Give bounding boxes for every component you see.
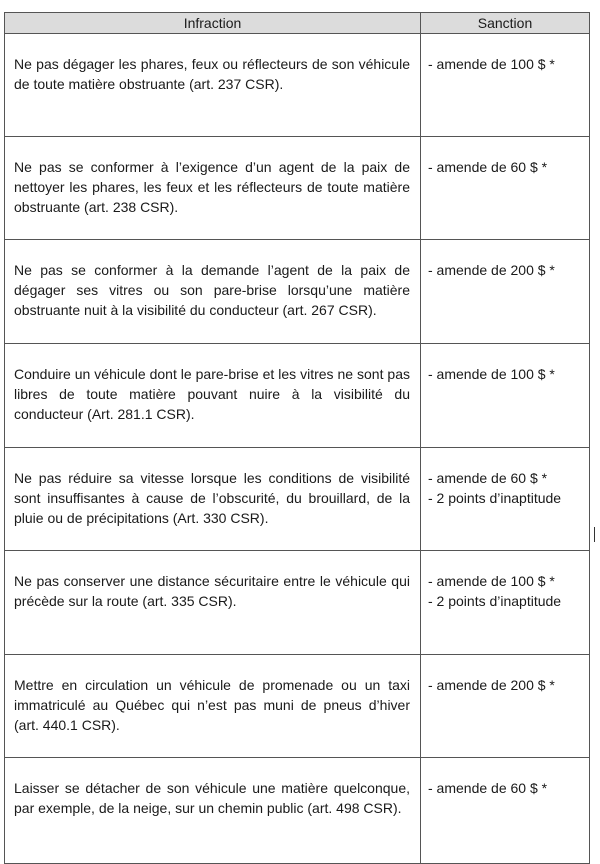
table-row [5, 34, 590, 137]
sanction-line: - amende de 100 $ * [428, 56, 555, 72]
infractions-document [4, 12, 589, 864]
sanction-cell [421, 551, 590, 655]
column-header-sanction: Sanction [421, 13, 590, 34]
sanction-cell [421, 758, 590, 864]
sanction-cell [421, 240, 590, 344]
table-row [5, 551, 590, 655]
infraction-cell [5, 448, 421, 551]
infraction-text: Laisser se détacher de son véhicule une matière quelconque, par exemple, de la neige, sur un chemin public (art. 498 CSR). [14, 780, 410, 816]
infraction-text: Ne pas conserver une distance sécuritaire entre le véhicule qui précède sur la route (art. 335 CSR). [14, 573, 410, 609]
column-header-infraction: Infraction [5, 13, 421, 34]
infraction-cell [5, 137, 421, 240]
table-row [5, 448, 590, 551]
table-row [5, 137, 590, 240]
table-header-row [5, 13, 590, 34]
sanction-cell [421, 344, 590, 448]
table-row [5, 240, 590, 344]
sanction-line: - amende de 200 $ * [428, 262, 555, 278]
sanction-line: - amende de 200 $ * [428, 677, 555, 693]
infractions-table [4, 12, 590, 864]
infraction-text: Ne pas se conformer à la demande l’agent de la paix de dégager ses vitres ou son pare-brise lorsqu’une matière obstruante nuit à la visibilité du conducteur (art. 267 CSR). [14, 262, 410, 318]
text-cursor [594, 527, 595, 542]
infraction-cell [5, 551, 421, 655]
infraction-cell [5, 758, 421, 864]
sanction-line: - amende de 100 $ * [428, 573, 555, 589]
infraction-cell [5, 344, 421, 448]
sanction-cell [421, 448, 590, 551]
infraction-text: Ne pas réduire sa vitesse lorsque les conditions de visibilité sont insuffisantes à cause de l’obscurité, du brouillard, de la pluie ou de précipitations (Art. 330 CSR). [14, 470, 410, 526]
sanction-line: - amende de 60 $ * [428, 159, 548, 175]
sanction-cell [421, 34, 590, 137]
infraction-cell [5, 655, 421, 758]
table-row [5, 344, 590, 448]
infraction-cell [5, 240, 421, 344]
sanction-cell [421, 137, 590, 240]
sanction-line: - amende de 60 $ * [428, 470, 548, 486]
infraction-cell [5, 34, 421, 137]
sanction-cell [421, 655, 590, 758]
sanction-line: - 2 points d’inaptitude [428, 593, 562, 609]
infraction-text: Ne pas dégager les phares, feux ou réflecteurs de son véhicule de toute matière obstruante (art. 237 CSR). [14, 56, 410, 92]
table-row [5, 655, 590, 758]
sanction-line: - 2 points d’inaptitude [428, 490, 562, 506]
infraction-text: Ne pas se conformer à l’exigence d’un agent de la paix de nettoyer les phares, les feux et les réflecteurs de toute matière obstruante (art. 238 CSR). [14, 159, 410, 215]
infraction-text: Conduire un véhicule dont le pare-brise et les vitres ne sont pas libres de toute matière pouvant nuire à la visibilité du conducteur (Art. 281.1 CSR). [14, 366, 410, 422]
sanction-line: - amende de 100 $ * [428, 366, 555, 382]
table-row [5, 758, 590, 864]
infraction-text: Mettre en circulation un véhicule de promenade ou un taxi immatriculé au Québec qui n’est pas muni de pneus d’hiver (art. 440.1 CSR). [14, 677, 410, 733]
sanction-line: - amende de 60 $ * [428, 780, 548, 796]
